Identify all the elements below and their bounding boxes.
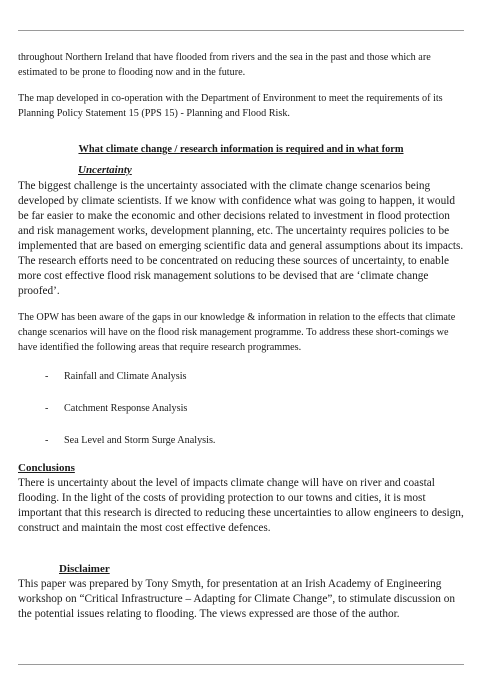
uncertainty-paragraph: The biggest challenge is the uncertainty associated with the climate change scenarios being developed by climate scientists. If we know with confidence what was going to happen, it would be far easier to make the economic and other decisions related to investment in flood protection and risk management works, development planning, etc. The uncertainty requires policies to be implemented that are based on emerging scientific data and general assumptions about its impacts. The research efforts need to be concentrated on reducing these sources of uncertainty, to enable more cost effective flood risk management solutions to be devised that are ‘climate change proofed’.: [18, 180, 464, 297]
document-page: [18, 50, 464, 622]
opw-paragraph: The OPW has been aware of the gaps in our knowledge & information in relation to the effects that climate change scenarios will have on the flood risk management programme. To address these short-comings we have identified the following areas that require research programmes.: [18, 312, 456, 353]
list-item-text: Rainfall and Climate Analysis: [64, 371, 187, 382]
intro-paragraph-1: throughout Northern Ireland that have flooded from rivers and the sea in the past and those which are estimated to be prone to flooding now and in the future.: [18, 52, 431, 78]
list-item-text: Catchment Response Analysis: [64, 403, 188, 414]
disclaimer-paragraph: This paper was prepared by Tony Smyth, for presentation at an Irish Academy of Engineering workshop on “Critical Infrastructure – Adapting for Climate Change”, to stimulate discussion on the potential issues relating to flooding. The views expressed are those of the author.: [18, 578, 456, 620]
conclusions-paragraph: There is uncertainty about the level of impacts climate change will have on river and coastal flooding. In the light of the costs of providing protection to our towns and cities, it is most important that this research is directed to reducing these uncertainties to allow engineers to design, construct and maintain the most cost effective defences.: [18, 477, 464, 534]
uncertainty-heading: Uncertainty: [78, 164, 132, 176]
bullet-dash: -: [45, 371, 49, 382]
header-rule: [18, 30, 464, 31]
list-item: [18, 401, 464, 416]
research-areas-list: [18, 369, 464, 448]
bullet-dash: -: [45, 403, 49, 414]
section-heading: What climate change / research information is required and in what form: [78, 144, 404, 155]
intro-paragraph-2: The map developed in co-operation with the Department of Environment to meet the requirements of its Planning Policy Statement 15 (PPS 15) - Planning and Flood Risk.: [18, 93, 443, 119]
list-item: [18, 433, 464, 448]
footer-rule: [18, 664, 464, 665]
list-item-text: Sea Level and Storm Surge Analysis.: [64, 435, 216, 446]
conclusions-heading: Conclusions: [18, 462, 75, 474]
disclaimer-heading: Disclaimer: [59, 563, 110, 575]
bullet-dash: -: [45, 435, 49, 446]
list-item: [18, 369, 464, 384]
